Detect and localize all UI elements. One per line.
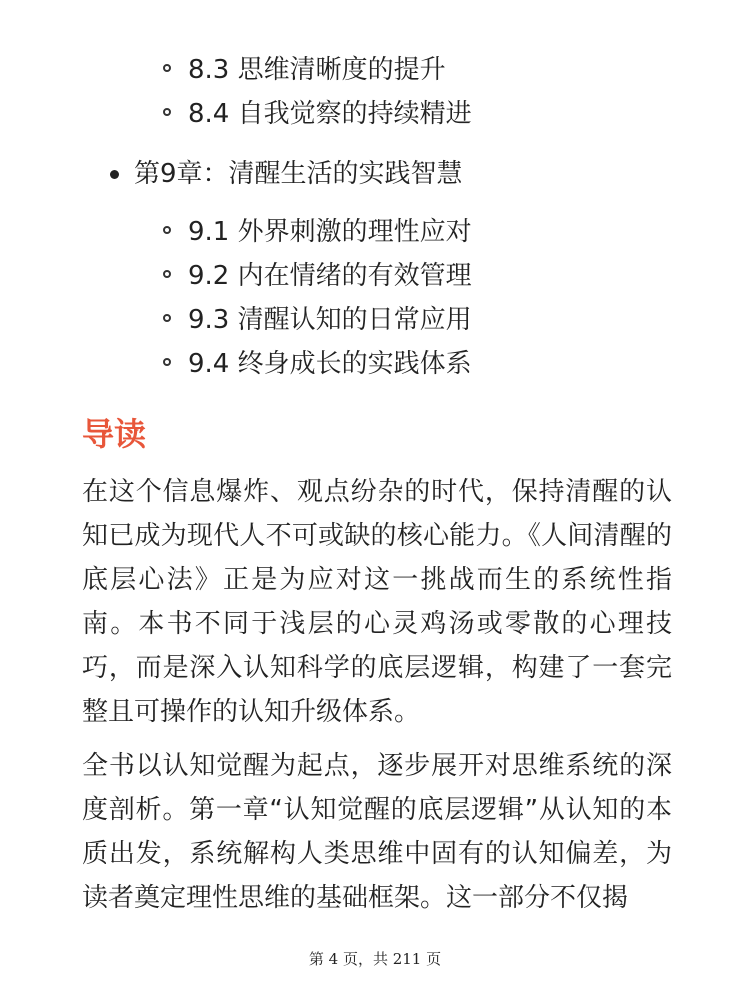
toc-item-8-3[interactable]	[188, 48, 750, 92]
toc-chapter-label: 第9章：清醒生活的实践智慧	[134, 159, 463, 189]
toc-item-label: 9.1 外界刺激的理性应对	[188, 217, 472, 247]
hollow-bullet-icon	[163, 108, 171, 116]
toc-item-label: 9.2 内在情绪的有效管理	[188, 261, 472, 291]
hollow-bullet-icon	[163, 314, 171, 322]
hollow-bullet-icon	[163, 270, 171, 278]
toc-chapter-9[interactable]	[0, 152, 750, 196]
toc-item-9-1[interactable]	[188, 210, 750, 254]
toc-sublist-chapter-9	[0, 210, 750, 386]
page-number-footer: 第 4 页，共 211 页	[308, 950, 442, 968]
table-of-contents	[0, 48, 750, 386]
toc-item-label: 9.4 终身成长的实践体系	[188, 349, 472, 379]
hollow-bullet-icon	[163, 226, 171, 234]
toc-item-label: 8.3 思维清晰度的提升	[188, 55, 446, 85]
toc-item-9-2[interactable]	[188, 254, 750, 298]
paragraph: 全书以认知觉醒为起点，逐步展开对思维系统的深度剖析。第一章“认知觉醒的底层逻辑”从认知的本质出发，系统解构人类思维中固有的认知偏差，为读者奠定理性思维的基础框架。这一部分不仅揭	[82, 751, 672, 913]
paragraph: 在这个信息爆炸、观点纷杂的时代，保持清醒的认知已成为现代人不可或缺的核心能力。《人间清醒的底层心法》正是为应对这一挑战而生的系统性指南。本书不同于浅层的心灵鸡汤或零散的心理技巧，而是深入认知科学的底层逻辑，构建了一套完整且可操作的认知升级体系。	[82, 477, 672, 727]
toc-sublist-chapter-8	[0, 48, 750, 136]
toc-item-label: 9.3 清醒认知的日常应用	[188, 305, 472, 335]
toc-item-8-4[interactable]	[188, 92, 750, 136]
body-text	[82, 470, 672, 930]
filled-bullet-icon	[110, 170, 119, 179]
toc-item-9-3[interactable]	[188, 298, 750, 342]
hollow-bullet-icon	[163, 358, 171, 366]
section-heading: 导读	[82, 415, 147, 453]
hollow-bullet-icon	[163, 64, 171, 72]
toc-item-label: 8.4 自我觉察的持续精进	[188, 99, 472, 129]
toc-item-9-4[interactable]	[188, 342, 750, 386]
